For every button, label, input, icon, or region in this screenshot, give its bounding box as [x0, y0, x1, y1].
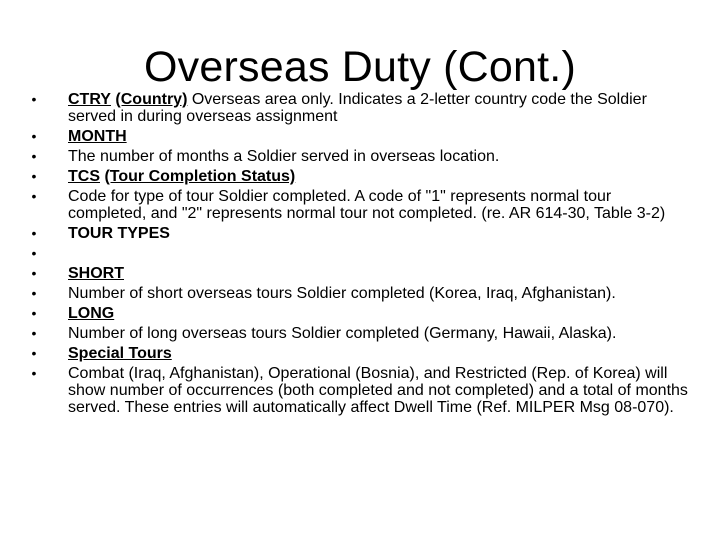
- term-tcs-expansion: (Tour Completion Status): [104, 168, 296, 185]
- list-item-special-tours-description: [28, 365, 692, 416]
- list-item-long: [28, 305, 692, 322]
- slide-title: Overseas Duty (Cont.): [144, 43, 576, 91]
- special-tours-description: Combat (Iraq, Afghanistan), Operational (Bosnia), and Restricted (Rep. of Korea) will show number of occurrences (both completed and not completed) and a total of months served. These entries will automatically affect Dwell Time (Ref. MILPER Msg 08-070).: [68, 365, 688, 416]
- bullet-icon: •: [31, 285, 37, 301]
- term-ctry-expansion: (Country): [115, 91, 188, 108]
- bullet-icon: •: [31, 325, 37, 341]
- heading-tour-types: TOUR TYPES: [68, 225, 170, 242]
- list-item-special-tours: [28, 345, 692, 362]
- term-special-tours: Special Tours: [68, 345, 172, 362]
- bullet-icon: •: [31, 225, 37, 241]
- bullet-icon: •: [31, 365, 37, 381]
- list-item-short-description: [28, 285, 692, 302]
- bullet-icon: •: [31, 245, 37, 261]
- bullet-icon: •: [31, 128, 37, 144]
- list-item-tcs: [28, 168, 692, 185]
- bullet-icon: •: [31, 188, 37, 204]
- bullet-icon: •: [31, 305, 37, 321]
- term-short: SHORT: [68, 265, 124, 282]
- list-item-tcs-description: [28, 188, 692, 222]
- list-item-empty: [28, 245, 692, 262]
- tcs-description: Code for type of tour Soldier completed. A code of "1" represents normal tour completed, and "2" represents normal tour not completed. (re. AR 614-30, Table 3-2): [68, 188, 666, 222]
- term-ctry: CTRY: [68, 91, 111, 108]
- list-item-month: [28, 128, 692, 145]
- short-description: Number of short overseas tours Soldier completed (Korea, Iraq, Afghanistan).: [68, 285, 616, 302]
- list-item-long-description: [28, 325, 692, 342]
- bullet-icon: •: [31, 265, 37, 281]
- list-item-short: [28, 265, 692, 282]
- term-month: MONTH: [68, 128, 127, 145]
- long-description: Number of long overseas tours Soldier completed (Germany, Hawaii, Alaska).: [68, 325, 617, 342]
- bullet-list: [28, 91, 692, 419]
- list-item-month-description: [28, 148, 692, 165]
- bullet-icon: •: [31, 168, 37, 184]
- term-long: LONG: [68, 305, 115, 322]
- list-item-tour-types: [28, 225, 692, 242]
- list-item-ctry: [28, 91, 692, 125]
- bullet-icon: •: [31, 345, 37, 361]
- bullet-icon: •: [31, 91, 37, 107]
- bullet-icon: •: [31, 148, 37, 164]
- ctry-description: Overseas area only. Indicates a 2-letter country code the Soldier served in during overseas assignment: [68, 91, 647, 125]
- term-tcs: TCS: [68, 168, 100, 185]
- month-description: The number of months a Soldier served in overseas location.: [68, 148, 500, 165]
